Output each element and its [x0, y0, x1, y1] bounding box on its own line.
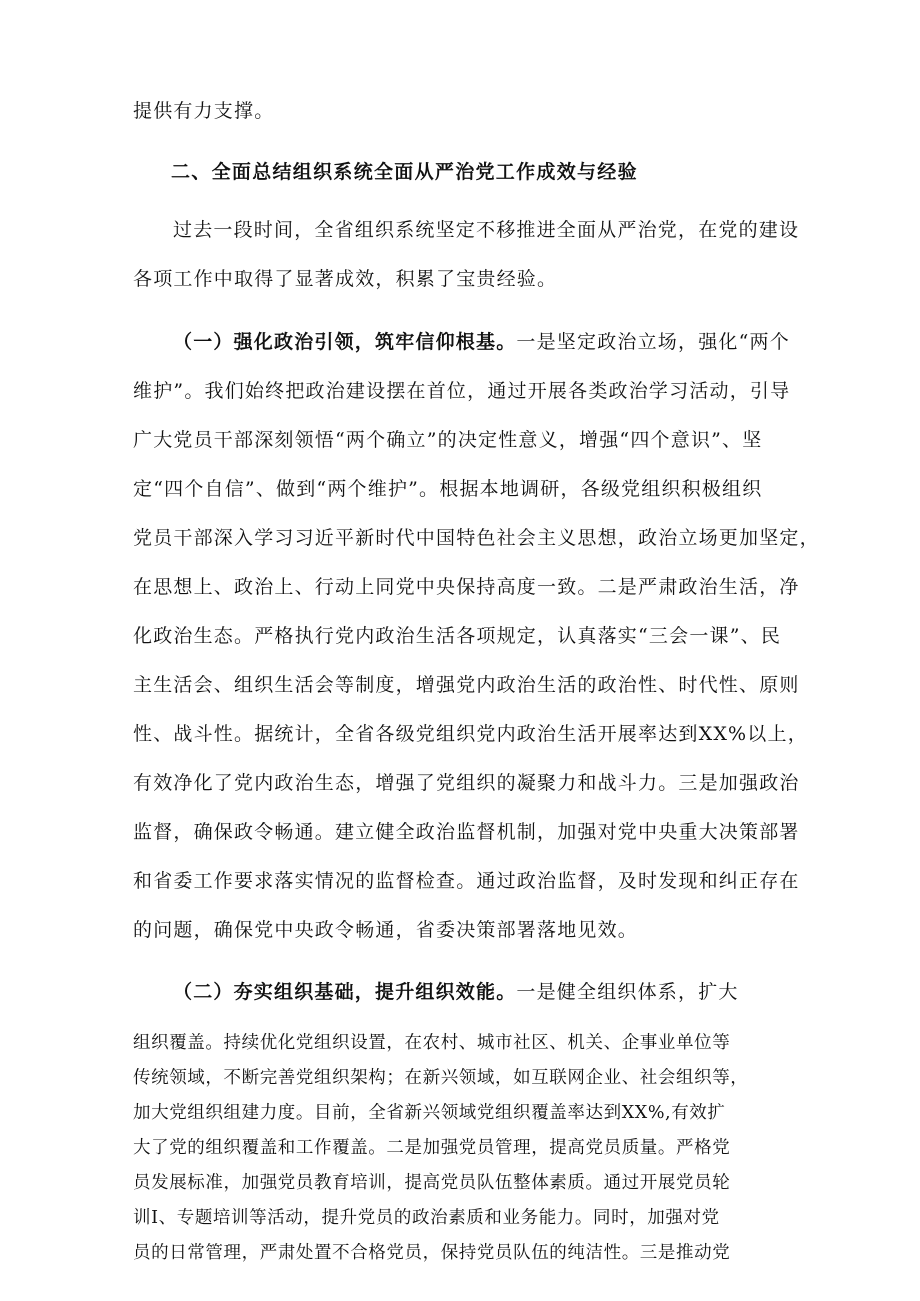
paragraph-line: 各项工作中取得了显著成效，积累了宝贵经验。: [133, 268, 558, 290]
paragraph-line: 的问题，确保党中央政令畅通，省委决策部署落地见效。: [133, 919, 639, 941]
paragraph-line: 广大党员干部深刻领悟“两个确立”的决定性意义，增强“四个意识”、坚: [133, 429, 763, 451]
section-heading: 二、全面总结组织系统全面从严治党工作成效与经验: [171, 161, 638, 183]
paragraph-line: 性、战斗性。据统计，全省各级党组织党内政治生活开展率达到XX%以上，: [133, 723, 808, 745]
paragraph-line: 传统领域，不断完善党组织架构；在新兴领域，如互联网企业、社会组织等，: [133, 1068, 749, 1088]
paragraph-line: 监督，确保政令畅通。建立健全政治监督机制，加强对党中央重大决策部署: [133, 821, 800, 843]
paragraph-text: 一是健全组织体系，扩大: [516, 981, 739, 1003]
paragraph-line: 化政治生态。严格执行党内政治生活各项规定，认真落实“三会一课”、民: [133, 625, 782, 647]
paragraph-line: 员的日常管理，严肃处置不合格党员，保持党员队伍的纯洁性。三是推动党: [133, 1243, 731, 1263]
paragraph-line: 定“四个自信”、做到“两个维护”。根据本地调研，各级党组织积极组织: [133, 478, 763, 500]
paragraph-line: 党员干部深入学习习近平新时代中国特色社会主义思想，政治立场更加坚定，: [133, 527, 820, 549]
paragraph-line: 维护”。我们始终把政治建设摆在首位，通过开展各类政治学习活动，引导: [133, 380, 791, 402]
paragraph-line: 主生活会、组织生活会等制度，增强党内政治生活的政治性、时代性、原则: [133, 674, 800, 696]
paragraph-line: 和省委工作要求落实情况的监督检查。通过政治监督，及时发现和纠正存在: [133, 870, 800, 892]
subsection-title: （一）强化政治引领，筑牢信仰根基。: [173, 331, 517, 353]
paragraph-line: 大了党的组织覆盖和工作覆盖。二是加强党员管理，提高党员质量。严格党: [133, 1138, 731, 1158]
paragraph-line: 过去一段时间，全省组织系统坚定不移推进全面从严治党，在党的建设: [173, 219, 800, 241]
subsection-title: （二）夯实组织基础，提升组织效能。: [173, 981, 517, 1003]
paragraph-line: 训I、专题培训等活动，提升党员的政治素质和业务能力。同时，加强对党: [133, 1208, 720, 1228]
subsection-first-line: [173, 329, 790, 355]
paragraph-line: 在思想上、政治上、行动上同党中央保持高度一致。二是严肃政治生活，净: [133, 576, 800, 598]
paragraph-line: 加大党组织组建力度。目前，全省新兴领域党组织覆盖率达到XX%,有效扩: [133, 1103, 726, 1123]
paragraph-text: 一是坚定政治立场，强化“两个: [516, 331, 790, 353]
paragraph-line: 组织覆盖。持续优化党组织设置，在农村、城市社区、机关、企事业单位等: [133, 1033, 731, 1053]
paragraph-line: 员发展标准，加强党员教育培训，提高党员队伍整体素质。通过开展党员轮: [133, 1173, 731, 1193]
paragraph-line: 有效净化了党内政治生态，增强了党组织的凝聚力和战斗力。三是加强政治: [133, 772, 800, 794]
paragraph-line: 提供有力支撑。: [133, 100, 275, 122]
subsection-first-line: [173, 979, 787, 1005]
